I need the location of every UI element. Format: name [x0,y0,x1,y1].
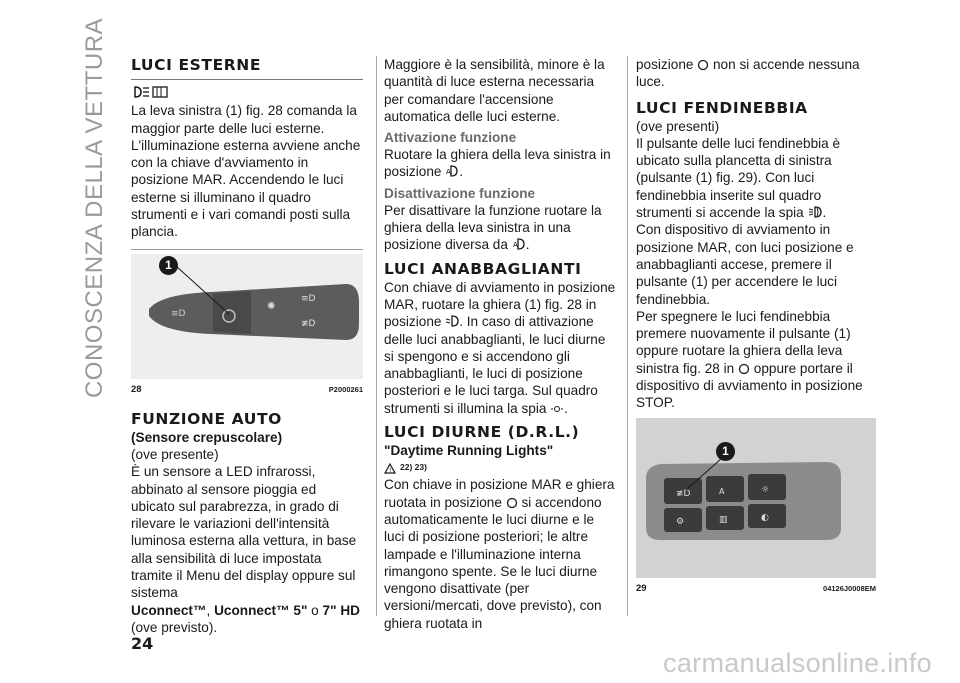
uconnect-label: Uconnect™ [131,602,207,618]
section-sidebar [78,17,112,399]
warning-icon [384,463,396,474]
svg-text:≢D: ≢D [676,488,691,499]
fendinebbia-text-1: Il pulsante delle luci fendinebbia è ubicato sulla plancetta di sinistra (pulsante (1) fig. 29). Con luci fendinebbia inserite sul quadro strumenti si accende la spia [636,135,841,221]
heading-rule [131,79,363,80]
column-divider [627,56,628,616]
heading-disattivazione: Disattivazione funzione [384,185,536,201]
svg-text:A: A [512,241,518,250]
column-1 [131,56,363,636]
page-number: 24 [131,634,154,653]
svg-text:☼: ☼ [761,484,770,495]
paragraph-drl [384,476,616,632]
heading-anabbaglianti: LUCI ANABBAGLIANTI [384,259,582,278]
section-title: CONOSCENZA DELLA VETTURA [81,17,108,399]
figure-code: P2000261 [328,384,363,394]
auto-light-icon [445,164,459,178]
heading-luci-esterne: LUCI ESTERNE [131,56,262,74]
figure-callout-1: 1 [716,442,735,461]
fendinebbia-text-3a: Per spegnere le luci fendinebbia premere nuovamente il pulsante (1) oppure ruotare la ghiera della leva sinistra fig. 28 in [636,308,851,376]
paragraph-disattivazione: Per disattivare la funzione ruotare la ghiera della leva sinistra in una posizione diversa da A . [384,202,602,253]
warning-ref-numbers: 22) 23) [400,462,427,473]
site-watermark: carmanualsonline.info [663,648,932,678]
availability-note: (ove presente) [131,446,219,462]
figure-28-stalk [131,254,363,379]
uconnect5-label: Uconnect™ 5" [214,602,308,618]
posizione-text-2: non si accende nessuna luce. [636,57,860,90]
disattivazione-text: Per disattivare la funzione ruotare la ghiera della leva sinistra in una posizione diversa da [384,202,602,253]
paragraph-sensibilita: Maggiore è la sensibilità, minore è la quantità di luce esterna necessaria per comandare l'accensione automatica delle luci esterne. [384,57,605,124]
sensore-text: È un sensore a LED infrarossi, abbinato al sensore pioggia ed ubicato sul parabrezza, in grado di rilevare le variazioni dell'intensità luminosa esterna alla vettura, in base alla sensibilità di luce impostata tramite il Menu del display oppure sul sistema [131,464,357,601]
figure-number: 28 [131,383,142,395]
off-position-icon [697,59,709,71]
column-2 [384,56,616,632]
drl-text-2: si accendono automaticamente le luci diurne e le luci di posizione posteriori; le altre lampade e l'illuminazione interna rimangono spente. Se le luci diurne vengono disattivate (per versioni/mercati, dove previsto), con ghiera ruotata in [384,494,602,631]
figure-29-panel [636,418,876,578]
paragraph-attivazione: Ruotare la ghiera della leva sinistra in posizione A . [384,147,611,180]
separator-o: o [307,602,323,618]
availability-note: (ove presenti) [636,118,720,134]
auto-light-icon [512,237,526,251]
figure-caption [131,381,363,398]
paragraph-fendinebbia-2: Con dispositivo di avviamento in posizione MAR, con luci posizione e anabbaglianti accese, premere il pulsante (1) per accendere le luci fendinebbia. [636,222,854,307]
paragraph-sensore [131,463,363,636]
svg-text:!: ! [389,467,392,475]
column-3 [636,56,876,597]
fog-light-icon [808,205,823,219]
posizione-text: posizione [636,57,694,72]
attivazione-text: Ruotare la ghiera della leva sinistra in posizione [384,147,611,180]
anabbaglianti-text: Con chiave di avviamento in posizione MAR, ruotare la ghiera (1) fig. 28 in posizione [384,279,616,330]
figure-code: 04126J0008EM [823,583,876,593]
column-divider [376,56,377,616]
svg-text:A: A [446,168,452,177]
low-beam-icon [445,314,459,328]
subheading-drl: "Daytime Running Lights" [384,443,554,459]
figure-number: 29 [636,582,647,594]
svg-text:✺: ✺ [267,300,276,312]
lights-icon [131,84,171,100]
hd-label: 7" HD [322,602,360,618]
heading-funzione-auto: FUNZIONE AUTO [131,409,282,428]
paragraph-fendinebbia-3 [636,308,876,412]
svg-text:≢D: ≢D [301,318,316,329]
figure-rule [131,249,363,250]
separator-comma: , [206,602,215,618]
heading-attivazione: Attivazione funzione [384,130,517,146]
paragraph-off-position [636,56,876,91]
anabbaglianti-text-2: . In caso di attivazione delle luci anabbaglianti, le luci diurne si spengono e si accendono gli anabbaglianti, le luci di posizione posteriori e le luci targa. Sul quadro strumenti si illumina la spia [384,314,606,416]
paragraph-intro: La leva sinistra (1) fig. 28 comanda la maggior parte delle luci esterne. L'illuminazione esterna avviene anche con la chiave d'avviamento in posizione MAR. Accendendo le luci esterne si illuminano il quadro strumenti e i vari comandi posti sulla plancia. [131,103,361,240]
off-position-icon [738,363,750,375]
sensore-text-end: (ove previsto). [131,619,218,635]
paragraph-fendinebbia-1: Il pulsante delle luci fendinebbia è ubicato sulla plancetta di sinistra (pulsante (1) fig. 29). Con luci fendinebbia inserite sul quadro strumenti si accende la spia . [636,135,841,221]
figure-caption [636,580,876,597]
svg-text:⚙: ⚙ [676,516,685,527]
heading-luci-diurne: LUCI DIURNE (D.R.L.) [384,423,580,442]
paragraph-anabbaglianti: Con chiave di avviamento in posizione MAR, ruotare la ghiera (1) fig. 28 in posizione . In caso di attivazione delle luci anabbaglianti, le luci diurne si spengono e si accendono gli anabbaglianti, le luci di posizione posteriori e le luci targa. Sul quadro strumenti si illumina la spia . [384,279,616,416]
switch-panel-illustration [636,418,876,578]
svg-text:▥: ▥ [719,514,728,525]
subheading-sensore: (Sensore crepuscolare) [131,429,283,445]
off-position-icon [506,497,518,509]
position-lights-icon [550,403,564,415]
figure-callout-1: 1 [159,256,178,275]
svg-text:≡D: ≡D [301,293,316,304]
heading-fendinebbia: LUCI FENDINEBBIA [636,98,808,117]
svg-text:◐: ◐ [761,512,769,523]
warning-refs [384,459,616,476]
svg-text:A: A [719,486,725,496]
fendinebbia-text-3b: oppure portare il dispositivo di avviamento in posizione STOP. [636,360,863,411]
svg-text:≡D: ≡D [171,308,186,319]
drl-text: Con chiave in posizione MAR e ghiera ruotata in posizione [384,477,615,510]
